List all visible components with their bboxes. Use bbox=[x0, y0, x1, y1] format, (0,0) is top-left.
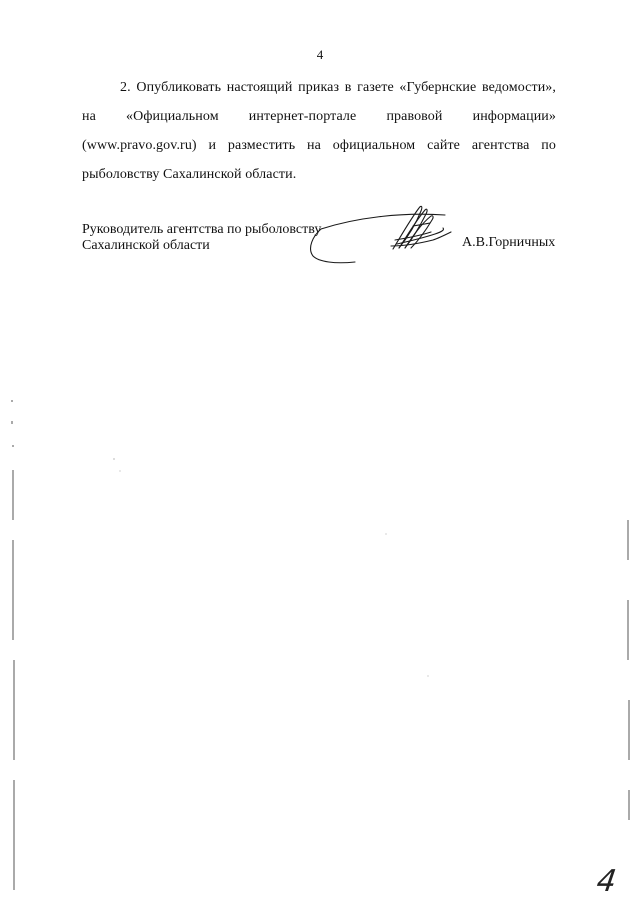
handwritten-page-mark: 4 bbox=[594, 864, 619, 899]
paragraph-line-2: на «Официальном интернет-портале правовой информации» bbox=[82, 109, 556, 124]
signatory-name: А.В.Горничных bbox=[462, 235, 556, 250]
paragraph-line-4: рыболовству Сахалинской области. bbox=[82, 167, 297, 182]
paragraph-line-3: (www.pravo.gov.ru) и разместить на официальном сайте агентства по bbox=[82, 138, 556, 153]
signatory-title-line-1: Руководитель агентства по рыболовству bbox=[82, 222, 322, 237]
signatory-title-line-2: Сахалинской области bbox=[82, 238, 210, 253]
paragraph-line-1: 2. Опубликовать настоящий приказ в газете «Губернские ведомости», bbox=[120, 80, 556, 95]
page-number: 4 bbox=[316, 47, 324, 62]
